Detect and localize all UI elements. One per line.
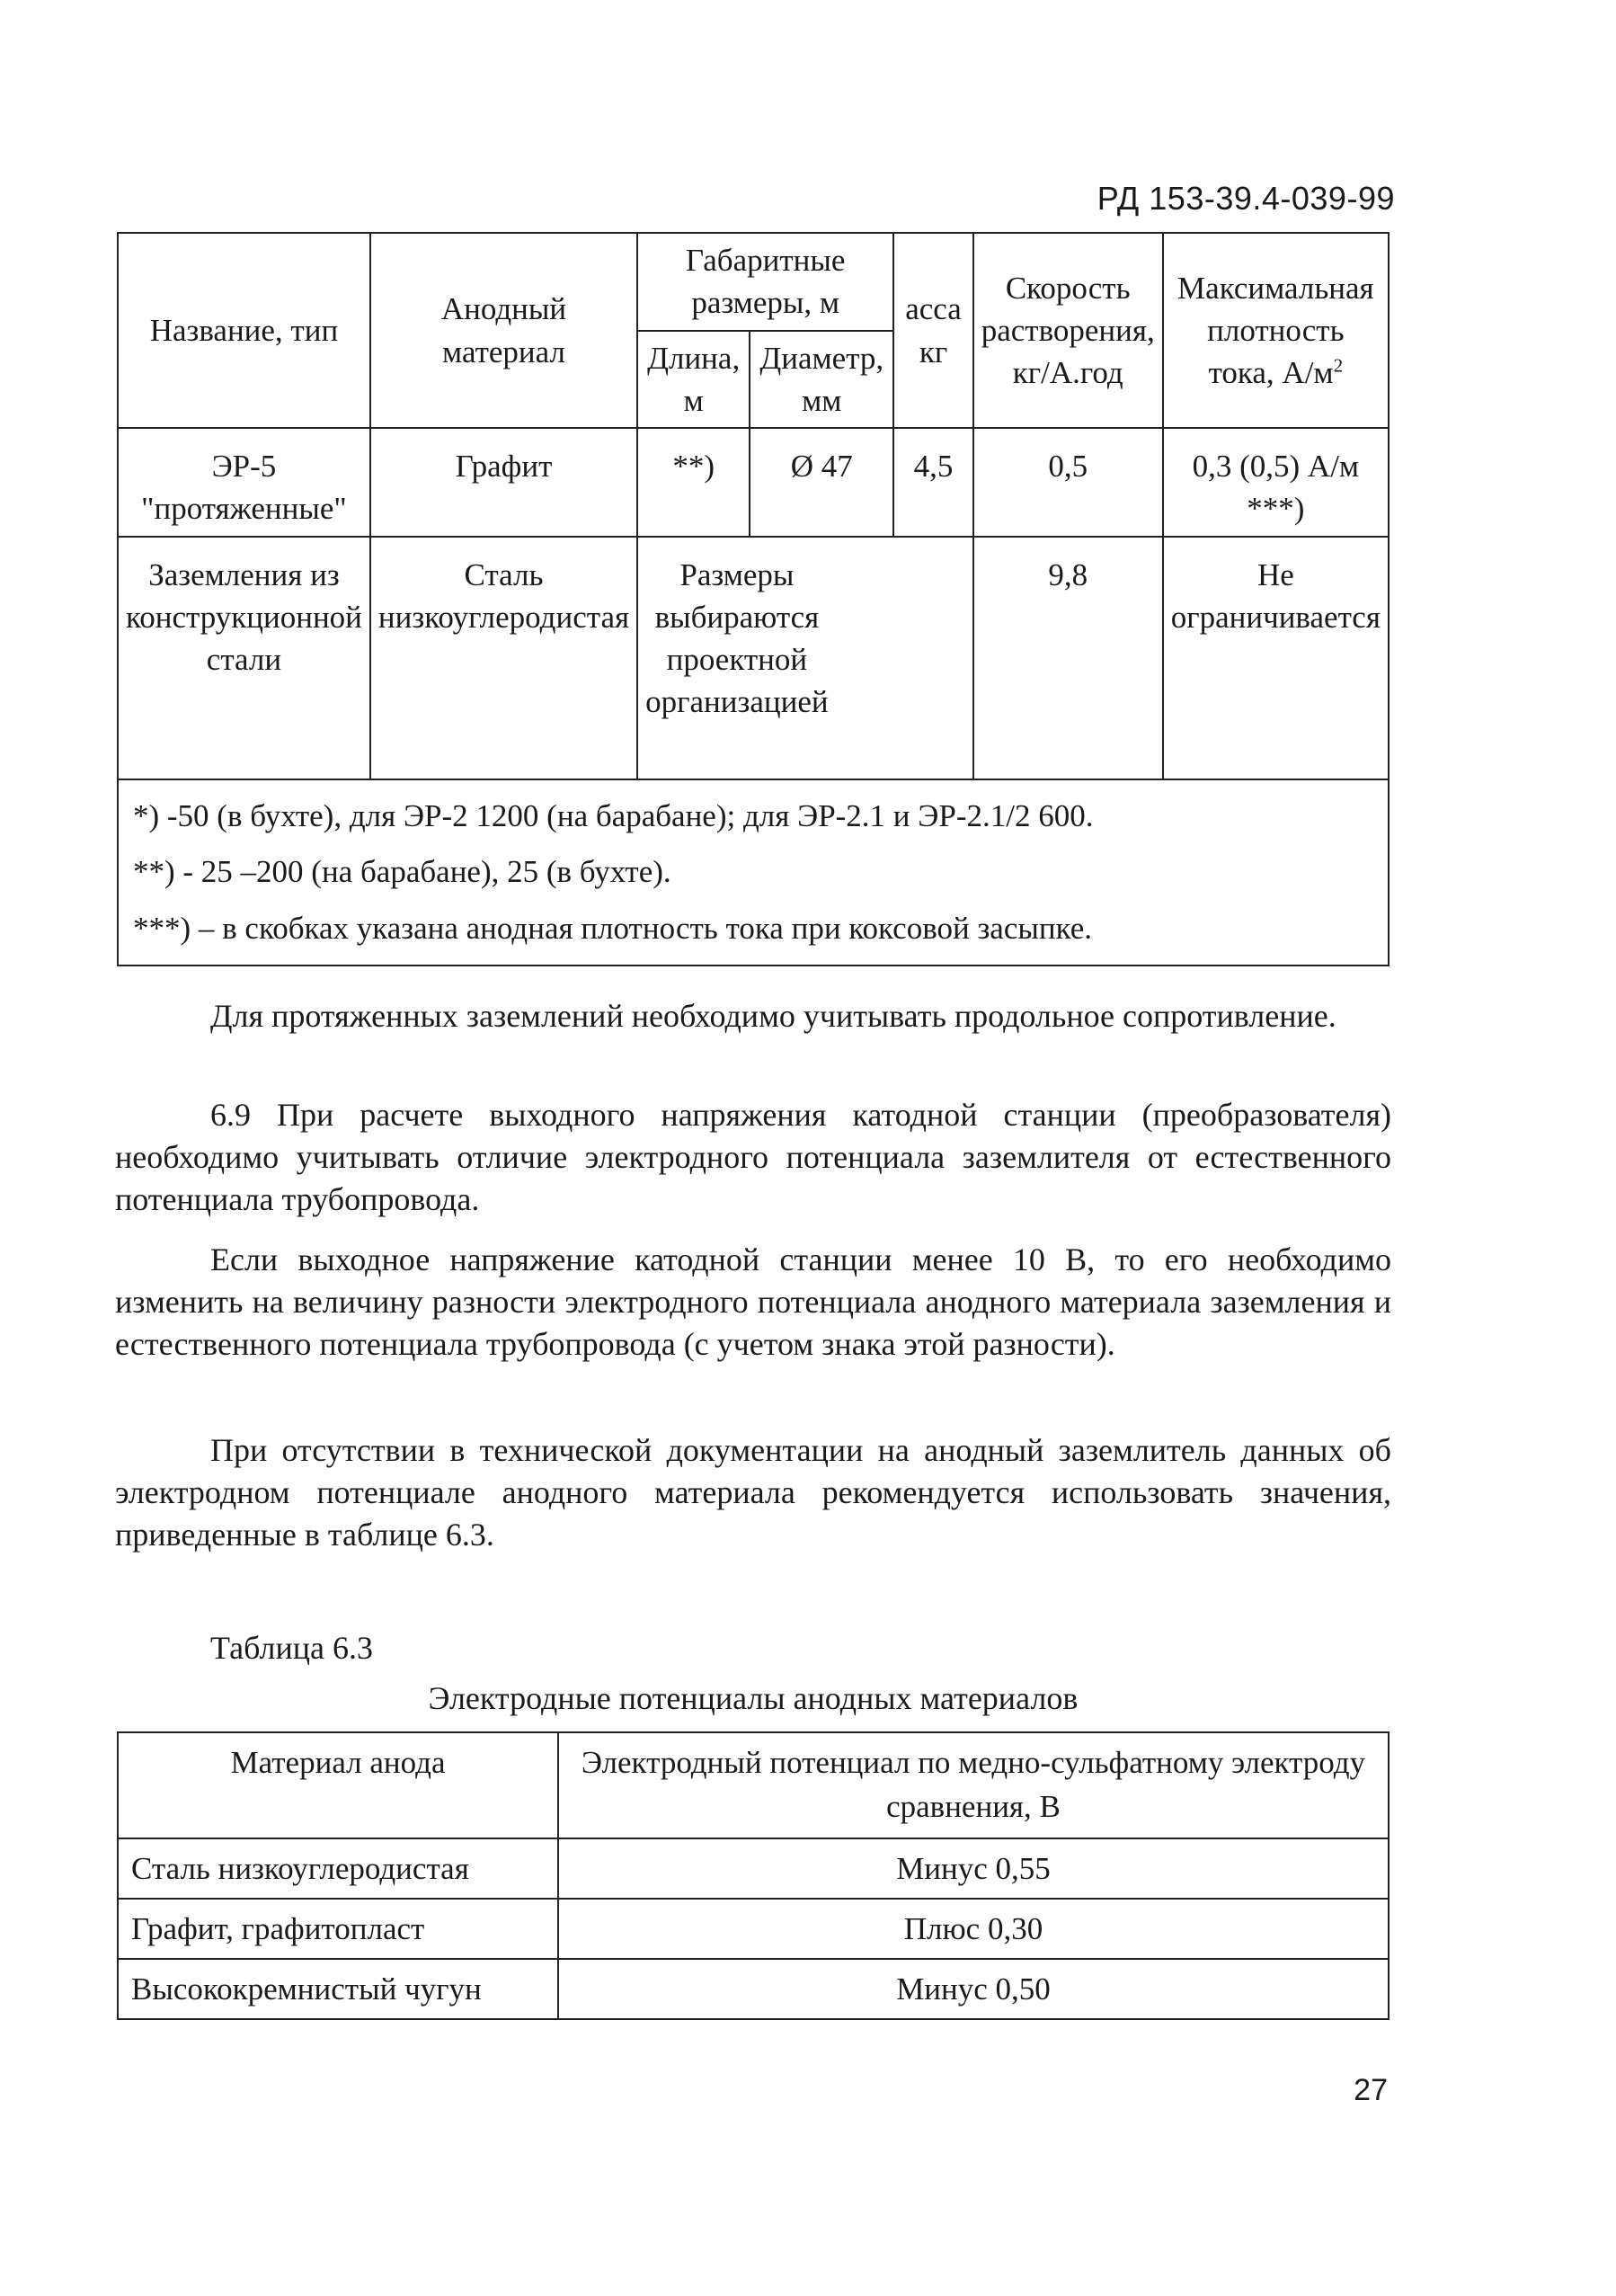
header-anode-material: Материал анода [118,1732,558,1838]
table-cell: Плюс 0,30 [558,1899,1389,1959]
header-length: Длина, м [637,331,750,429]
table-cell: Размеры выбираются проектной организацией [637,537,973,779]
paragraph: 6.9 При расчете выходного напряжения катодной станции (преобразователя) необходимо учитывать отличие электродного потенциала заземлителя от естественного потенциала трубопровода. [115,1097,1391,1217]
table-cell: Сталь низкоуглеродистая [370,537,637,779]
table-cell: ЭР-5 "протяженные" [118,428,370,537]
table-cell: 9,8 [973,537,1163,779]
header-dimensions: Габаритные размеры, м [637,233,893,331]
table-cell: Минус 0,50 [558,1959,1389,2019]
header-anode-material: Анодный материал [370,233,637,428]
paragraph: При отсутствии в технической документации на анодный заземлитель данных об электродном потенциале анодного материала рекомендуется использовать значения, приведенные в таблице 6.3. [115,1432,1391,1553]
table-cell: Ø 47 [750,428,893,537]
header-mass: асса кг [893,233,972,428]
table-cell: Не ограничивается [1163,537,1389,779]
table-cell: 4,5 [893,428,972,537]
document-code: РД 153-39.4-039-99 [1097,180,1395,217]
table-cell: Высококремнистый чугун [118,1959,558,2019]
electrode-potentials-table [117,1731,1390,2020]
note-item: **) - 25 –200 (на барабане), 25 (в бухте). [133,854,671,889]
table-cell: Графит, графитопласт [118,1899,558,1959]
table-cell: 0,3 (0,5) А/м ***) [1163,428,1389,537]
table-cell: Сталь низкоуглеродистая [118,1838,558,1899]
table-cell: Заземления из конструкционной стали [118,537,370,779]
table-label: Таблица 6.3 [210,1630,373,1666]
header-max-current-density [1163,233,1389,428]
paragraph: Если выходное напряжение катодной станции менее 10 В, то его необходимо изменить на величину разности электродного потенциала анодного материала заземления и естественного потенциала трубопровода (с учетом знака этой разности). [115,1241,1391,1362]
note-item: ***) – в скобках указана анодная плотность тока при коксовой засыпке. [133,910,1093,946]
table-cell: **) [637,428,750,537]
note-item: *) -50 (в бухте), для ЭР-2 1200 (на барабане); для ЭР-2.1 и ЭР-2.1/2 600. [133,797,1094,833]
density-header-exponent: 2 [1333,354,1344,377]
density-header-text: Максимальная плотность тока, А/м [1177,270,1374,391]
page-number: 27 [1354,2073,1388,2107]
paragraph: Для протяженных заземлений необходимо учитывать продольное сопротивление. [210,998,1336,1034]
table-notes [118,779,1389,966]
header-dissolution-rate: Скорость растворения, кг/А.год [973,233,1163,428]
table-title: Электродные потенциалы анодных материалов [428,1680,1079,1716]
header-diameter: Диаметр, мм [750,331,893,429]
table-cell: 0,5 [973,428,1163,537]
table-cell: Графит [370,428,637,537]
table-cell: Минус 0,55 [558,1838,1389,1899]
anode-parameters-table [117,232,1390,966]
header-electrode-potential: Электродный потенциал по медно-сульфатному электроду сравнения, В [558,1732,1389,1838]
header-name-type: Название, тип [118,233,370,428]
